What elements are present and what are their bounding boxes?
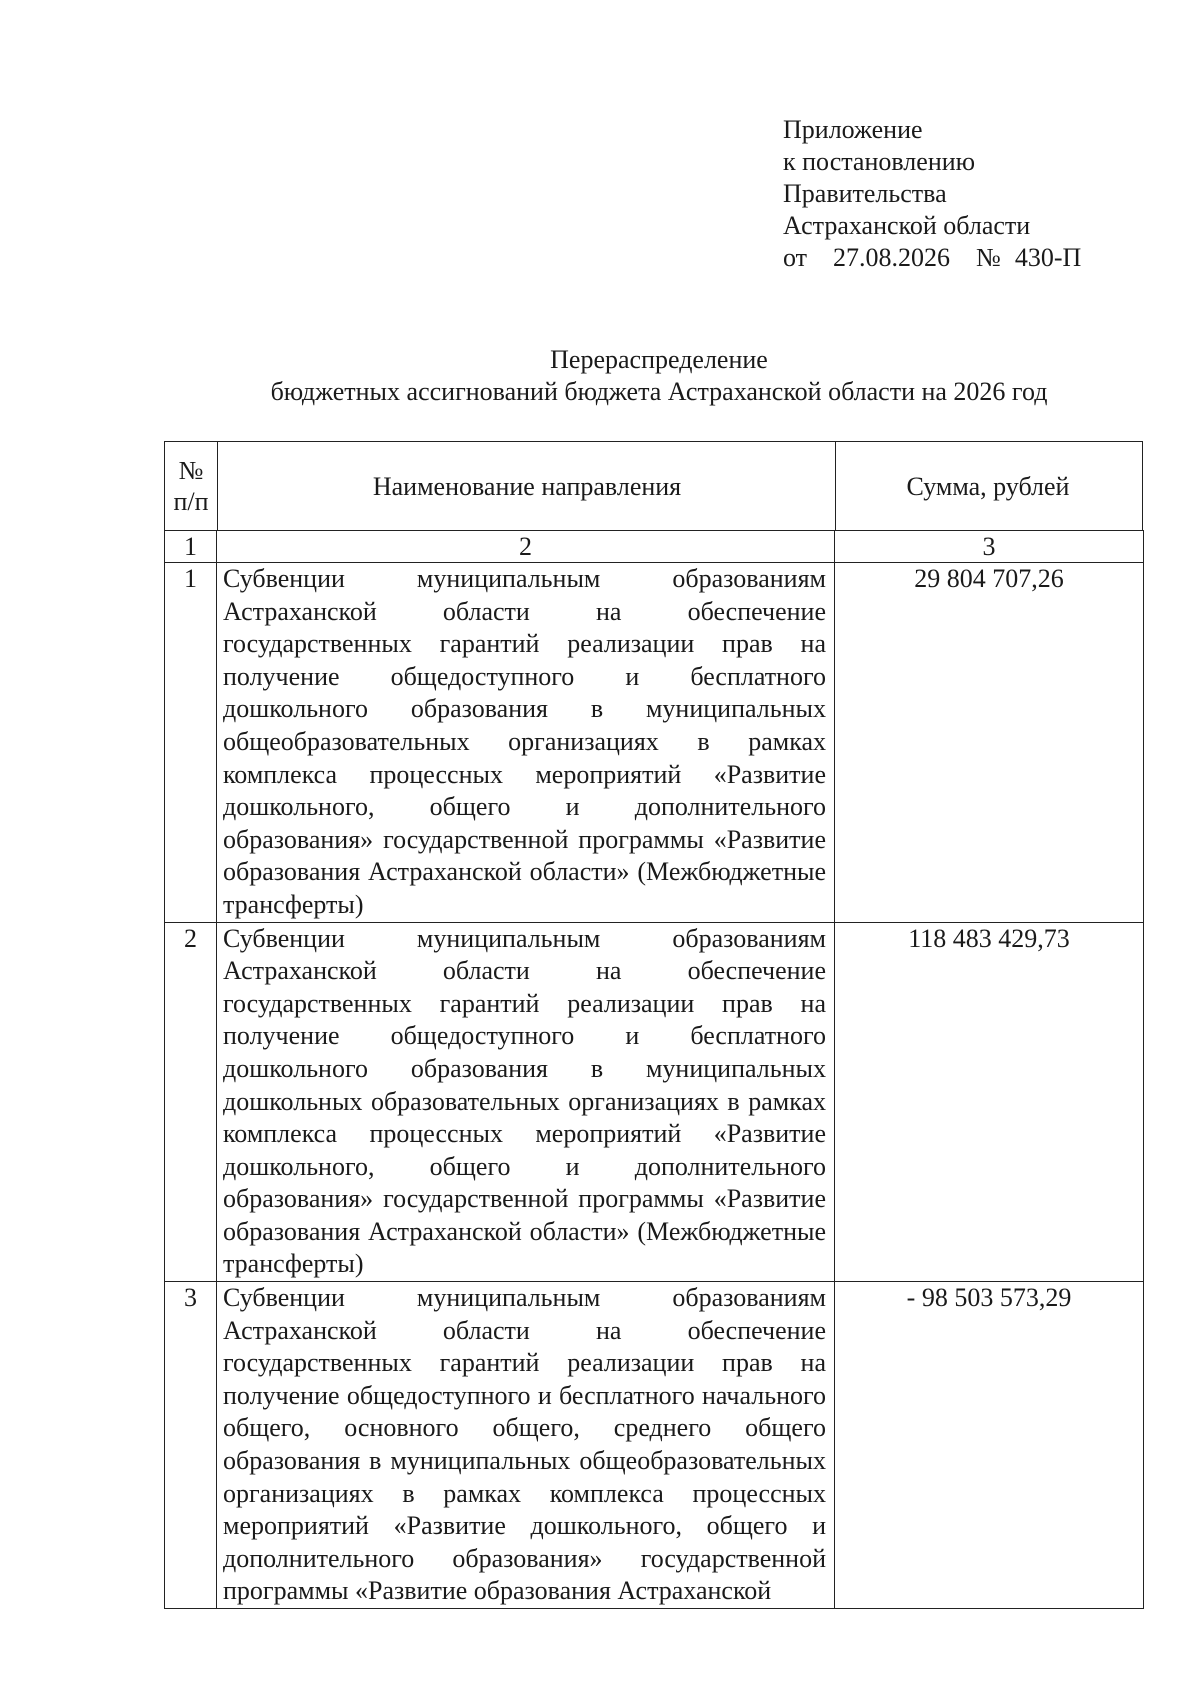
appendix-line-4: Астраханской области [783,211,1031,240]
row-number: 2 [165,922,217,1282]
from-label: от [783,243,808,272]
row-number: 3 [165,1282,217,1609]
table-row [165,922,1144,1282]
header-name: Наименование направления [217,442,836,530]
header-number-sign: № [178,456,204,485]
header-number-abbr: п/п [173,487,209,516]
appendix-line-2: к постановлению [783,147,976,176]
table-row [165,1282,1144,1609]
row-sum: - 98 503 573,29 [835,1282,1144,1609]
row-sum: 29 804 707,26 [835,563,1144,923]
row-direction-name: Субвенции муниципальным образованиям Астраханской области на обеспечение государственных гарантий реализации прав на получение общедоступного и бесплатного дошкольного образования в муниципальных дошкольных образовательных организациях в рамках комплекса процессных мероприятий «Развитие дошкольного, общего и дополнительного образования» государственной программы «Развитие образования Астраханской области» (Межбюджетные трансферты) [217,922,835,1282]
row-number: 1 [165,563,217,923]
number-sign: № [976,243,1001,272]
table-body [164,530,1144,1609]
document-title [164,344,1154,408]
row-direction-name: Субвенции муниципальным образованиям Астраханской области на обеспечение государственных гарантий реализации прав на получение общедоступного и бесплатного дошкольного образования в муниципальных общеобразовательных организациях в рамках комплекса процессных мероприятий «Развитие дошкольного, общего и дополнительного образования» государственной программы «Развитие образования Астраханской области» (Межбюджетные трансферты) [217,563,835,923]
title-line-1: Перераспределение [550,345,768,374]
column-index: 2 [217,531,835,563]
appendix-reference-line [783,242,1081,274]
table-header [164,441,1143,530]
allocations-table [164,441,1143,1609]
column-index: 3 [835,531,1144,563]
appendix-block [783,114,1081,274]
row-direction-name: Субвенции муниципальным образованиям Астраханской области на обеспечение государственных гарантий реализации прав на получение общедоступного и бесплатного начального общего, основного общего, среднего общего образования в муниципальных общеобразовательных организациях в рамках комплекса процессных мероприятий «Развитие дошкольного, общего и дополнительного образования» государственной программы «Развитие образования Астраханской [217,1282,835,1609]
header-number [165,442,217,530]
resolution-date: 27.08.2026 [833,243,951,272]
header-sum: Сумма, рублей [835,442,1140,530]
column-index: 1 [165,531,217,563]
appendix-line-1: Приложение [783,115,923,144]
row-sum: 118 483 429,73 [835,922,1144,1282]
resolution-number: 430-П [1014,243,1082,272]
column-index-row [165,531,1144,563]
appendix-line-3: Правительства [783,179,947,208]
title-line-2: бюджетных ассигнований бюджета Астраханской области на 2026 год [270,377,1048,406]
table-row [165,563,1144,923]
